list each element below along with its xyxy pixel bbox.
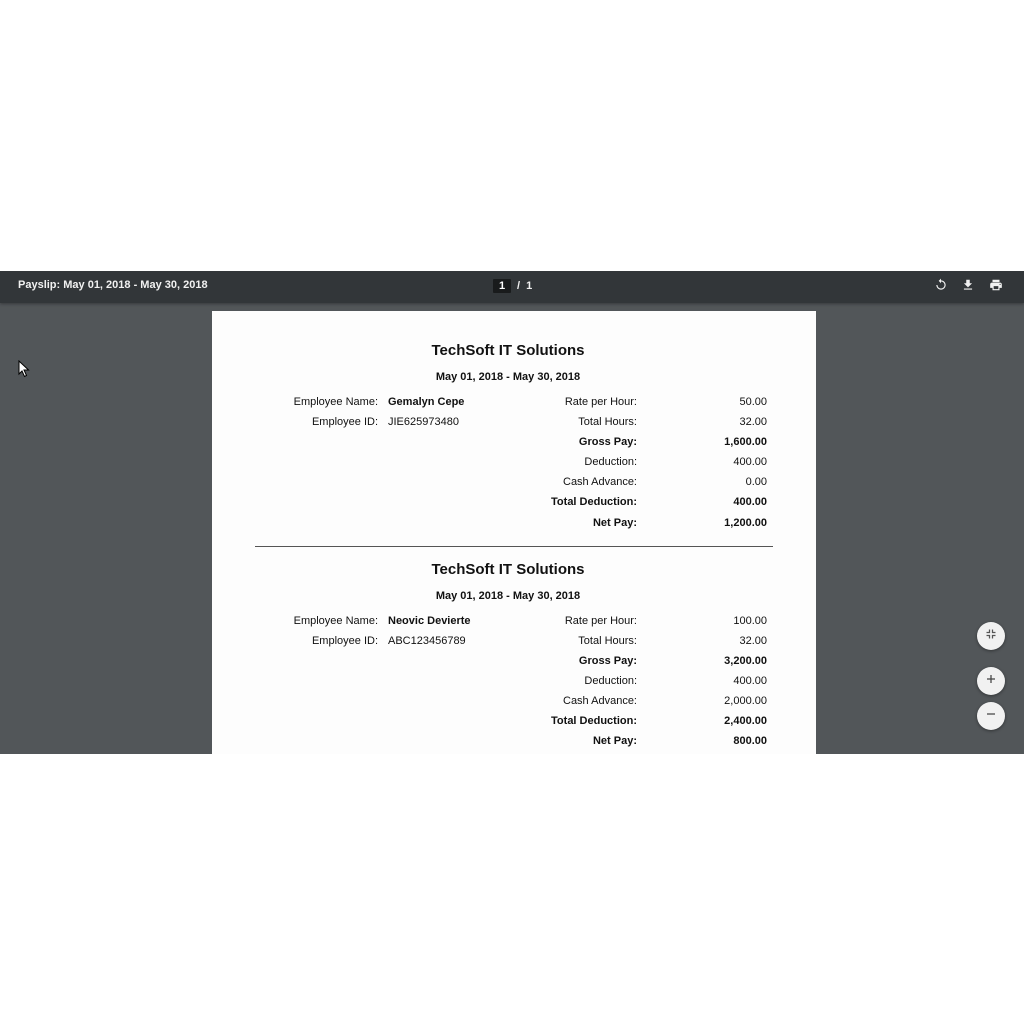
gross-pay-label: Gross Pay: bbox=[578, 655, 637, 667]
zoom-in-icon bbox=[985, 672, 997, 690]
zoom-in-button[interactable] bbox=[977, 667, 1005, 695]
net-pay-value: 1,200.00 bbox=[724, 517, 767, 529]
employee-name: Neovic Devierte bbox=[388, 615, 471, 627]
total-deduction-label: Total Deduction: bbox=[551, 715, 637, 727]
employee-name: Gemalyn Cepe bbox=[388, 396, 465, 408]
download-button[interactable] bbox=[958, 277, 978, 297]
rate-value: 50.00 bbox=[739, 396, 767, 408]
gross-pay-value: 1,600.00 bbox=[724, 436, 767, 448]
page-number-input[interactable]: 1 bbox=[493, 279, 511, 293]
fit-page-icon bbox=[985, 627, 997, 645]
hours-value: 32.00 bbox=[739, 635, 767, 647]
pdf-page bbox=[212, 311, 816, 754]
deduction-value: 400.00 bbox=[733, 675, 767, 687]
hours-label: Total Hours: bbox=[578, 416, 637, 428]
print-button[interactable] bbox=[986, 277, 1006, 297]
pdf-viewer bbox=[0, 271, 1024, 754]
net-pay-value: 800.00 bbox=[733, 735, 767, 747]
pdf-toolbar bbox=[0, 271, 1024, 303]
total-pages: 1 bbox=[526, 280, 533, 292]
print-icon bbox=[989, 278, 1003, 297]
deduction-value: 400.00 bbox=[733, 456, 767, 468]
employee-id: ABC123456789 bbox=[388, 635, 466, 647]
page-indicator bbox=[493, 277, 532, 295]
employee-id-label: Employee ID: bbox=[311, 635, 378, 647]
net-pay-label: Net Pay: bbox=[592, 735, 637, 747]
deduction-label: Deduction: bbox=[584, 456, 637, 468]
cash-advance-label: Cash Advance: bbox=[563, 695, 637, 707]
rate-label: Rate per Hour: bbox=[564, 396, 637, 408]
zoom-out-icon bbox=[985, 707, 997, 725]
hours-value: 32.00 bbox=[739, 416, 767, 428]
total-deduction-label: Total Deduction: bbox=[551, 496, 637, 508]
fit-page-button[interactable] bbox=[977, 622, 1005, 650]
company-name: TechSoft IT Solutions bbox=[431, 561, 585, 578]
mouse-pointer-icon bbox=[18, 360, 30, 383]
cash-advance-value: 2,000.00 bbox=[724, 695, 767, 707]
rotate-button[interactable] bbox=[931, 277, 951, 297]
document-title: Payslip: May 01, 2018 - May 30, 2018 bbox=[18, 279, 208, 291]
cash-advance-label: Cash Advance: bbox=[563, 476, 637, 488]
cash-advance-value: 0.00 bbox=[745, 476, 767, 488]
net-pay-label: Net Pay: bbox=[592, 517, 637, 529]
employee-name-label: Employee Name: bbox=[293, 615, 378, 627]
deduction-label: Deduction: bbox=[584, 675, 637, 687]
pay-period: May 01, 2018 - May 30, 2018 bbox=[435, 371, 581, 383]
employee-id-label: Employee ID: bbox=[311, 416, 378, 428]
company-name: TechSoft IT Solutions bbox=[431, 342, 585, 359]
rate-value: 100.00 bbox=[733, 615, 767, 627]
pay-period: May 01, 2018 - May 30, 2018 bbox=[435, 590, 581, 602]
total-deduction-value: 2,400.00 bbox=[724, 715, 767, 727]
gross-pay-value: 3,200.00 bbox=[724, 655, 767, 667]
rate-label: Rate per Hour: bbox=[564, 615, 637, 627]
total-deduction-value: 400.00 bbox=[733, 496, 767, 508]
gross-pay-label: Gross Pay: bbox=[578, 436, 637, 448]
employee-name-label: Employee Name: bbox=[293, 396, 378, 408]
hours-label: Total Hours: bbox=[578, 635, 637, 647]
rotate-icon bbox=[934, 278, 948, 297]
employee-id: JIE625973480 bbox=[388, 416, 459, 428]
zoom-out-button[interactable] bbox=[977, 702, 1005, 730]
slip-divider bbox=[255, 546, 773, 547]
page-separator: / bbox=[517, 280, 521, 292]
download-icon bbox=[961, 278, 975, 297]
